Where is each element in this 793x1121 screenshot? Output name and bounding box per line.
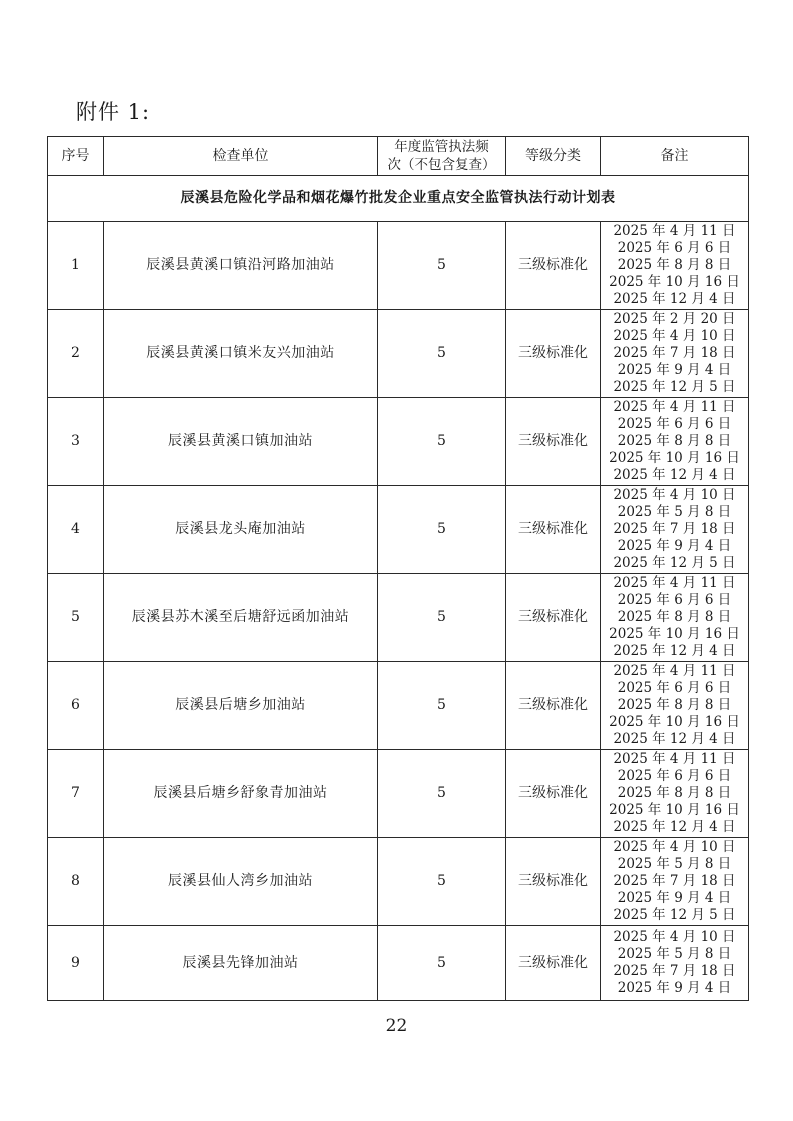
table-title-row xyxy=(48,176,749,222)
inspection-date: 2025 年 12 月 4 日 xyxy=(613,819,736,835)
row-grade: 三级标准化 xyxy=(506,926,601,1001)
inspection-date: 2025 年 10 月 16 日 xyxy=(609,802,740,818)
table-row xyxy=(48,750,749,838)
row-remark-dates xyxy=(601,398,749,486)
inspection-date: 2025 年 4 月 11 日 xyxy=(613,223,736,239)
header-seq: 序号 xyxy=(48,137,104,176)
row-frequency: 5 xyxy=(378,574,506,662)
inspection-date: 2025 年 12 月 4 日 xyxy=(613,731,736,747)
header-unit: 检查单位 xyxy=(104,137,378,176)
inspection-date: 2025 年 6 月 6 日 xyxy=(617,768,732,784)
row-remark-dates xyxy=(601,662,749,750)
header-frequency-line2: 次（不包含复查） xyxy=(387,157,496,173)
inspection-date: 2025 年 6 月 6 日 xyxy=(617,416,732,432)
row-remark-dates xyxy=(601,310,749,398)
table-row xyxy=(48,222,749,310)
inspection-date: 2025 年 4 月 10 日 xyxy=(613,328,736,344)
row-grade: 三级标准化 xyxy=(506,222,601,310)
table-row xyxy=(48,838,749,926)
table-row xyxy=(48,662,749,750)
table-header-row xyxy=(48,137,749,176)
inspection-date: 2025 年 12 月 5 日 xyxy=(613,907,736,923)
inspection-date: 2025 年 8 月 8 日 xyxy=(617,433,732,449)
row-unit: 辰溪县后塘乡加油站 xyxy=(104,662,378,750)
row-frequency: 5 xyxy=(378,926,506,1001)
table-row xyxy=(48,574,749,662)
row-frequency: 5 xyxy=(378,398,506,486)
inspection-date: 2025 年 5 月 8 日 xyxy=(617,946,732,962)
inspection-date: 2025 年 12 月 4 日 xyxy=(613,643,736,659)
table-row xyxy=(48,398,749,486)
inspection-date: 2025 年 12 月 4 日 xyxy=(613,291,736,307)
row-remark-dates xyxy=(601,222,749,310)
row-remark-dates xyxy=(601,574,749,662)
row-unit: 辰溪县后塘乡舒象青加油站 xyxy=(104,750,378,838)
inspection-date: 2025 年 8 月 8 日 xyxy=(617,609,732,625)
inspection-date: 2025 年 8 月 8 日 xyxy=(617,697,732,713)
inspection-date: 2025 年 4 月 11 日 xyxy=(613,663,736,679)
row-remark-dates xyxy=(601,926,749,1001)
inspection-date: 2025 年 12 月 4 日 xyxy=(613,467,736,483)
row-seq: 6 xyxy=(48,662,104,750)
inspection-date: 2025 年 9 月 4 日 xyxy=(617,362,732,378)
row-seq: 4 xyxy=(48,486,104,574)
inspection-date: 2025 年 4 月 10 日 xyxy=(613,929,736,945)
row-remark-dates xyxy=(601,750,749,838)
inspection-date: 2025 年 5 月 8 日 xyxy=(617,856,732,872)
table-title: 辰溪县危险化学品和烟花爆竹批发企业重点安全监管执法行动计划表 xyxy=(48,176,749,222)
attachment-label: 附件 1: xyxy=(76,100,151,124)
inspection-date: 2025 年 6 月 6 日 xyxy=(617,240,732,256)
row-frequency: 5 xyxy=(378,838,506,926)
row-remark-dates xyxy=(601,838,749,926)
inspection-date: 2025 年 12 月 5 日 xyxy=(613,555,736,571)
inspection-date: 2025 年 6 月 6 日 xyxy=(617,592,732,608)
row-unit: 辰溪县黄溪口镇加油站 xyxy=(104,398,378,486)
row-grade: 三级标准化 xyxy=(506,310,601,398)
row-frequency: 5 xyxy=(378,222,506,310)
inspection-date: 2025 年 9 月 4 日 xyxy=(617,538,732,554)
row-seq: 8 xyxy=(48,838,104,926)
row-unit: 辰溪县龙头庵加油站 xyxy=(104,486,378,574)
row-grade: 三级标准化 xyxy=(506,486,601,574)
inspection-date: 2025 年 4 月 11 日 xyxy=(613,751,736,767)
row-frequency: 5 xyxy=(378,750,506,838)
table-row xyxy=(48,486,749,574)
row-grade: 三级标准化 xyxy=(506,398,601,486)
row-unit: 辰溪县先锋加油站 xyxy=(104,926,378,1001)
inspection-date: 2025 年 4 月 10 日 xyxy=(613,487,736,503)
inspection-date: 2025 年 10 月 16 日 xyxy=(609,626,740,642)
inspection-date: 2025 年 10 月 16 日 xyxy=(609,274,740,290)
inspection-date: 2025 年 4 月 11 日 xyxy=(613,575,736,591)
inspection-date: 2025 年 8 月 8 日 xyxy=(617,785,732,801)
row-unit: 辰溪县苏木溪至后塘舒远函加油站 xyxy=(104,574,378,662)
page-number: 22 xyxy=(385,1016,408,1036)
inspection-date: 2025 年 7 月 18 日 xyxy=(613,521,736,537)
row-unit: 辰溪县黄溪口镇沿河路加油站 xyxy=(104,222,378,310)
row-remark-dates xyxy=(601,486,749,574)
inspection-date: 2025 年 6 月 6 日 xyxy=(617,680,732,696)
inspection-date: 2025 年 8 月 8 日 xyxy=(617,257,732,273)
row-seq: 9 xyxy=(48,926,104,1001)
row-seq: 7 xyxy=(48,750,104,838)
inspection-date: 2025 年 5 月 8 日 xyxy=(617,504,732,520)
row-seq: 2 xyxy=(48,310,104,398)
inspection-plan-table xyxy=(47,136,749,1001)
inspection-date: 2025 年 4 月 11 日 xyxy=(613,399,736,415)
table-row xyxy=(48,926,749,1001)
row-seq: 3 xyxy=(48,398,104,486)
inspection-date: 2025 年 4 月 10 日 xyxy=(613,839,736,855)
inspection-date: 2025 年 7 月 18 日 xyxy=(613,963,736,979)
inspection-date: 2025 年 9 月 4 日 xyxy=(617,890,732,906)
header-remark: 备注 xyxy=(601,137,749,176)
header-frequency xyxy=(378,137,506,176)
table-row xyxy=(48,310,749,398)
row-seq: 5 xyxy=(48,574,104,662)
inspection-date: 2025 年 10 月 16 日 xyxy=(609,714,740,730)
inspection-date: 2025 年 9 月 4 日 xyxy=(617,980,732,996)
row-frequency: 5 xyxy=(378,310,506,398)
row-frequency: 5 xyxy=(378,486,506,574)
header-frequency-line1: 年度监管执法频 xyxy=(394,139,489,155)
row-grade: 三级标准化 xyxy=(506,574,601,662)
inspection-date: 2025 年 10 月 16 日 xyxy=(609,450,740,466)
inspection-date: 2025 年 7 月 18 日 xyxy=(613,345,736,361)
inspection-date: 2025 年 2 月 20 日 xyxy=(613,311,736,327)
row-unit: 辰溪县仙人湾乡加油站 xyxy=(104,838,378,926)
row-grade: 三级标准化 xyxy=(506,838,601,926)
header-grade: 等级分类 xyxy=(506,137,601,176)
inspection-date: 2025 年 12 月 5 日 xyxy=(613,379,736,395)
row-frequency: 5 xyxy=(378,662,506,750)
inspection-date: 2025 年 7 月 18 日 xyxy=(613,873,736,889)
row-seq: 1 xyxy=(48,222,104,310)
row-grade: 三级标准化 xyxy=(506,750,601,838)
row-unit: 辰溪县黄溪口镇米友兴加油站 xyxy=(104,310,378,398)
row-grade: 三级标准化 xyxy=(506,662,601,750)
